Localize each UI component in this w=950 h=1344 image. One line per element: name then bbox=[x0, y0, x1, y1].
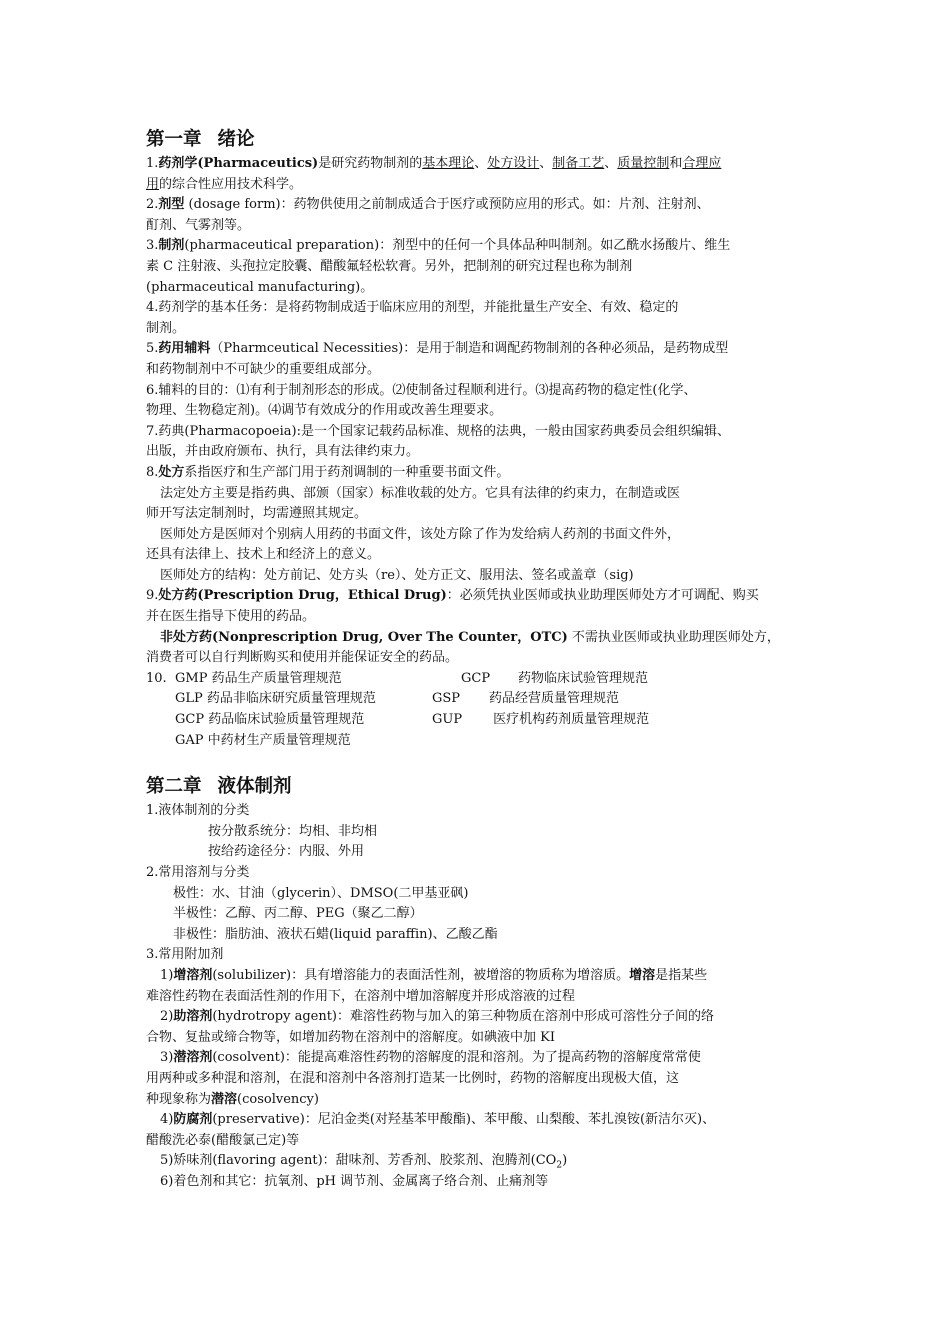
text-line: 6)着色剂和其它：抗氧剂、pH 调节剂、金属离子络合剂、止痛剂等 bbox=[160, 1173, 549, 1189]
separator: 、 bbox=[604, 156, 618, 171]
item-1-pharmaceutics bbox=[146, 154, 818, 195]
item-number: 8. bbox=[146, 464, 159, 480]
subscript: 2 bbox=[556, 1160, 563, 1171]
section-heading: 1.液体制剂的分类 bbox=[146, 803, 250, 819]
text: (cosolvency) bbox=[237, 1091, 319, 1107]
item-number: 3. bbox=[146, 238, 159, 254]
gxp-row bbox=[146, 669, 818, 690]
term: 剂型 bbox=[158, 197, 185, 213]
text-line: 制剂。 bbox=[146, 320, 186, 336]
text-line: 消费者可以自行判断购买和使用并能保证安全的药品。 bbox=[146, 650, 459, 666]
term: 增溶 bbox=[629, 967, 656, 983]
text: (preservative)：尼泊金类(对羟基苯甲酸酯)、苯甲酸、山梨酸、苯扎溴铵(新洁尔灭)、 bbox=[212, 1112, 716, 1128]
chapter-1-label: 第一章 bbox=[146, 129, 202, 150]
item-4-tasks bbox=[146, 298, 818, 339]
gxp-code: GCP bbox=[461, 670, 491, 686]
text-line: 非极性：脂肪油、液状石蜡(liquid paraffin)、乙酸乙酯 bbox=[173, 926, 498, 942]
gxp-desc: 药品经营质量管理规范 bbox=[489, 691, 620, 707]
chapter-2-label: 第二章 bbox=[146, 776, 202, 798]
text-line: 和药物制剂中不可缺少的重要组成部分。 bbox=[146, 361, 381, 377]
gxp-code: GUP bbox=[432, 712, 463, 728]
chapter-1-heading bbox=[146, 126, 818, 154]
text-line: 素 C 注射液、头孢拉定胶囊、醋酸氟轻松软膏。另外，把制剂的研究过程也称为制剂 bbox=[146, 258, 633, 274]
text-line: (pharmaceutical manufacturing)。 bbox=[146, 279, 374, 295]
text-line: 出版，并由政府颁布、执行，具有法律约束力。 bbox=[146, 444, 420, 460]
text: ) bbox=[562, 1153, 568, 1169]
item-8-prescription bbox=[146, 463, 818, 587]
text: (pharmaceutical preparation)：剂型中的任何一个具体品种叫制剂。如乙酰水扬酸片、维生 bbox=[184, 238, 731, 254]
underlined-term: 制备工艺 bbox=[552, 156, 605, 171]
item-number: 2. bbox=[146, 197, 159, 213]
gxp-row bbox=[146, 710, 818, 731]
underlined-term: 合理应 bbox=[682, 156, 722, 171]
text-line: 并在医生指导下使用的药品。 bbox=[146, 609, 316, 625]
term: 助溶剂 bbox=[173, 1009, 213, 1025]
text: 不需执业医师或执业助理医师处方， bbox=[567, 629, 780, 645]
text-line: 4.药剂学的基本任务：是将药物制成适于临床应用的剂型，并能批量生产安全、有效、稳定的 bbox=[146, 300, 679, 316]
text: 是指某些 bbox=[655, 967, 708, 983]
text: (dosage form)：药物供使用之前制成适合于医疗或预防应用的形式。如：片剂、注射剂、 bbox=[184, 197, 710, 213]
text: (solubilizer)：具有增溶能力的表面活性剂，被增溶的物质称为增溶质。 bbox=[212, 967, 630, 983]
item-number: 10. bbox=[146, 670, 167, 686]
item-number: 3) bbox=[160, 1050, 174, 1066]
text-line: 法定处方主要是指药典、部颁（国家）标准收载的处方。它具有法律的约束力，在制造或医 bbox=[160, 485, 681, 501]
text-line: 酊剂、气雾剂等。 bbox=[146, 217, 251, 233]
underlined-term: 用 bbox=[146, 176, 160, 192]
item-5-excipients bbox=[146, 339, 818, 380]
text-line: 医师处方的结构：处方前记、处方头（re）、处方正文、服用法、签名或盖章（sig) bbox=[160, 567, 634, 583]
text: 5)矫味剂(flavoring agent)：甜味剂、芳香剂、胶浆剂、泡腾剂(CO bbox=[160, 1153, 557, 1169]
text-line: 难溶性药物在表面活性剂的作用下，在溶剂中增加溶解度并形成溶液的过程 bbox=[146, 988, 576, 1004]
item-flavoring bbox=[146, 1151, 818, 1172]
section-2-solvents bbox=[146, 863, 818, 945]
text-line: 极性：水、甘油（glycerin）、DMSO(二甲基亚砜) bbox=[173, 885, 469, 901]
text: 系指医疗和生产部门用于药剂调制的一种重要书面文件。 bbox=[184, 464, 510, 480]
text-line: 7.药典(Pharmacopoeia):是一个国家记载药品标准、规格的法典，一般由国家药典委员会组织编辑、 bbox=[146, 423, 730, 439]
text-line: 6.辅料的目的：⑴有利于制剂形态的形成。⑵使制备过程顺利进行。⑶提高药物的稳定性(化学、 bbox=[146, 382, 697, 398]
section-1-classification bbox=[146, 801, 818, 863]
gxp-entry: GLP 药品非临床研究质量管理规范 bbox=[175, 691, 376, 707]
chapter-1-title: 绪论 bbox=[217, 129, 255, 150]
gxp-entry: GAP 中药材生产质量管理规范 bbox=[175, 732, 351, 748]
text: (cosolvent)：能提高难溶性药物的溶解度的混和溶剂。为了提高药物的溶解度常常使 bbox=[212, 1050, 701, 1066]
term: 处方 bbox=[158, 464, 185, 480]
item-number: 5. bbox=[146, 341, 159, 357]
item-10-gxp-table bbox=[146, 669, 818, 751]
item-number: 4) bbox=[160, 1112, 174, 1128]
chapter-2-title: 液体制剂 bbox=[217, 776, 292, 798]
text: （Pharmceutical Necessities)：是用于制造和调配药物制剂的各种必须品，是药物成型 bbox=[210, 341, 729, 357]
text: (hydrotropy agent)：难溶性药物与加入的第三种物质在溶剂中形成可溶性分子间的络 bbox=[212, 1009, 715, 1025]
text-line: 合物、复盐或缔合物等，如增加药物在溶剂中的溶解度。如碘液中加 KI bbox=[146, 1029, 555, 1045]
item-number: 9. bbox=[146, 588, 159, 604]
term: 处方药(Prescription Drug，Ethical Drug) bbox=[158, 588, 447, 604]
item-number: 1. bbox=[146, 156, 159, 171]
text-line: 还具有法律上、技术上和经济上的意义。 bbox=[146, 547, 381, 563]
text-line: 醋酸洗必泰(醋酸氯己定)等 bbox=[146, 1132, 300, 1148]
item-3-preparation bbox=[146, 236, 818, 298]
item-number: 1) bbox=[160, 967, 174, 983]
text-line: 半极性：乙醇、丙二醇、PEG（聚乙二醇） bbox=[173, 906, 423, 922]
text-line: 按分散系统分：均相、非均相 bbox=[208, 823, 378, 839]
term: 药剂学(Pharmaceutics) bbox=[158, 156, 319, 171]
item-9-prescription-drug bbox=[146, 586, 818, 668]
item-number: 2) bbox=[160, 1009, 174, 1025]
gxp-entry: GCP 药品临床试验质量管理规范 bbox=[175, 712, 365, 728]
separator: 、 bbox=[474, 156, 488, 171]
chapter-2-heading bbox=[146, 773, 818, 801]
term: 药用辅料 bbox=[158, 341, 211, 357]
term: 防腐剂 bbox=[173, 1112, 213, 1128]
term: 潜溶 bbox=[211, 1091, 238, 1107]
section-3-additives bbox=[146, 945, 818, 1192]
text: 的综合性应用技术科学。 bbox=[159, 176, 303, 192]
text-line: 用两种或多种混和溶剂，在混和溶剂中各溶剂打造某一比例时，药物的溶解度出现极大值，这 bbox=[146, 1070, 680, 1086]
term: 非处方药(Nonprescription Drug, Over The Counter，OTC) bbox=[160, 629, 568, 645]
underlined-term: 处方设计 bbox=[487, 156, 540, 171]
term: 潜溶剂 bbox=[173, 1050, 213, 1066]
gxp-desc: 医疗机构药剂质量管理规范 bbox=[489, 712, 650, 728]
section-heading: 3.常用附加剂 bbox=[146, 947, 224, 963]
item-6-excipient-purpose bbox=[146, 381, 818, 422]
section-heading: 2.常用溶剂与分类 bbox=[146, 865, 250, 880]
gxp-row bbox=[146, 731, 818, 752]
text-line: 按给药途径分：内服、外用 bbox=[208, 844, 365, 860]
gxp-row bbox=[146, 689, 818, 710]
gxp-desc: 药物临床试验管理规范 bbox=[518, 670, 649, 686]
separator: 和 bbox=[669, 156, 683, 171]
text-line: 师开写法定制剂时，均需遵照其规定。 bbox=[146, 506, 368, 522]
underlined-term: 质量控制 bbox=[617, 156, 670, 171]
gxp-entry: GMP 药品生产质量管理规范 bbox=[175, 670, 342, 686]
underlined-term: 基本理论 bbox=[422, 156, 475, 171]
gxp-code: GSP bbox=[432, 691, 461, 707]
text: ：必须凭执业医师或执业助理医师处方才可调配、购买 bbox=[446, 588, 759, 604]
item-7-pharmacopoeia bbox=[146, 422, 818, 463]
term: 制剂 bbox=[158, 238, 185, 254]
document-page bbox=[146, 126, 818, 1193]
text-line: 物理、生物稳定剂)。⑷调节有效成分的作用或改善生理要求。 bbox=[146, 403, 503, 419]
item-2-dosage-form bbox=[146, 195, 818, 236]
text-line: 医师处方是医师对个别病人用药的书面文件，该处方除了作为发给病人药剂的书面文件外， bbox=[160, 526, 681, 542]
text: 是研究药物制剂的 bbox=[318, 156, 423, 171]
separator: 、 bbox=[539, 156, 553, 171]
term: 增溶剂 bbox=[173, 967, 213, 983]
text: 种现象称为 bbox=[146, 1091, 212, 1107]
